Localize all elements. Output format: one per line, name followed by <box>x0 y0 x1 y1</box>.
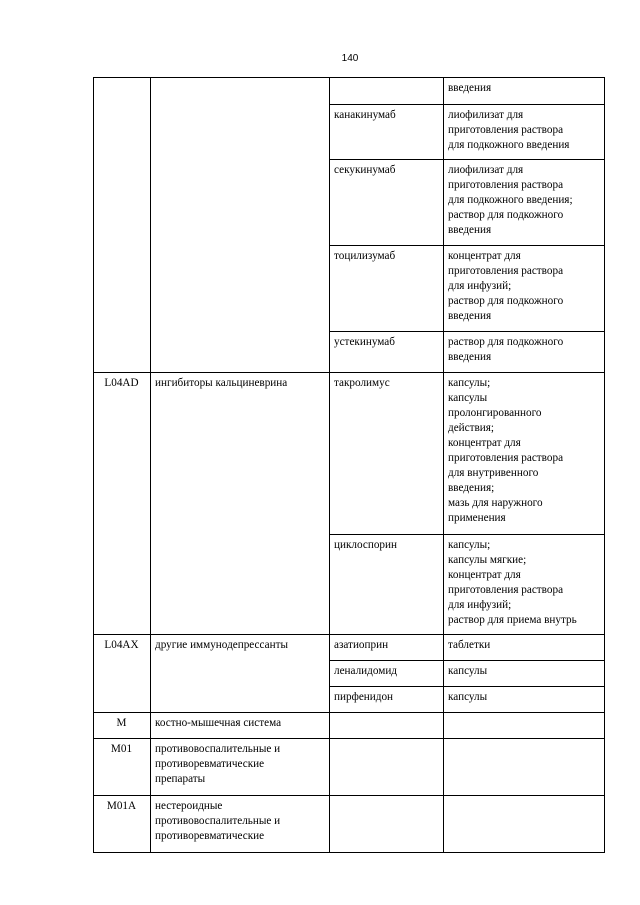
drug-cell <box>330 739 444 796</box>
form-cell <box>444 332 605 373</box>
table-row <box>94 373 605 535</box>
form-line: приготовления раствора <box>448 452 564 464</box>
drug-cell: устекинумаб <box>330 332 444 373</box>
form-line: раствор для подкожного <box>448 209 564 221</box>
form-cell <box>444 739 605 796</box>
form-line: для подкожного введения; <box>448 194 573 206</box>
drug-cell <box>330 796 444 853</box>
drug-cell: канакинумаб <box>330 105 444 160</box>
form-line: мазь для наружного <box>448 497 543 509</box>
group-line: противовоспалительные и <box>155 815 281 827</box>
drug-cell <box>330 78 444 105</box>
form-line: пролонгированного <box>448 407 542 419</box>
form-line: введения <box>448 351 492 363</box>
form-line: раствор для подкожного <box>448 295 564 307</box>
form-line: капсулы; <box>448 377 491 389</box>
group-line: ингибиторы кальциневрина <box>155 377 288 389</box>
form-line: действия; <box>448 422 495 434</box>
code-cell: L04AX <box>94 635 151 713</box>
group-cell <box>151 796 330 853</box>
form-line: лиофилизат для <box>448 109 524 121</box>
table-row <box>94 78 605 105</box>
form-cell <box>444 661 605 687</box>
form-line: приготовления раствора <box>448 124 564 136</box>
form-cell <box>444 246 605 332</box>
table-row <box>94 713 605 739</box>
form-cell <box>444 713 605 739</box>
drug-cell: такролимус <box>330 373 444 535</box>
page-number: 140 <box>341 53 359 64</box>
group-cell <box>151 78 330 373</box>
form-line: концентрат для <box>448 437 521 449</box>
drug-cell: циклоспорин <box>330 535 444 635</box>
form-line: раствор для приема внутрь <box>448 614 577 626</box>
group-line: костно-мышечная система <box>155 717 282 729</box>
group-line: другие иммунодепрессанты <box>155 639 288 651</box>
form-line: для инфузий; <box>448 280 512 292</box>
code-cell <box>94 78 151 373</box>
form-line: приготовления раствора <box>448 179 564 191</box>
form-cell <box>444 160 605 246</box>
form-line: приготовления раствора <box>448 265 564 277</box>
group-cell <box>151 739 330 796</box>
form-line: для инфузий; <box>448 599 512 611</box>
drug-cell: секукинумаб <box>330 160 444 246</box>
table-row <box>94 635 605 661</box>
group-line: препараты <box>155 773 206 785</box>
form-line: введения; <box>448 482 495 494</box>
form-line: приготовления раствора <box>448 584 564 596</box>
form-line: для внутривенного <box>448 467 539 479</box>
form-line: введения <box>448 82 492 94</box>
form-cell <box>444 78 605 105</box>
form-line: таблетки <box>448 639 491 651</box>
form-line: капсулы <box>448 665 488 677</box>
form-line: для подкожного введения <box>448 139 570 151</box>
form-line: лиофилизат для <box>448 164 524 176</box>
form-line: раствор для подкожного <box>448 336 564 348</box>
form-line: концентрат для <box>448 569 521 581</box>
drug-cell: леналидомид <box>330 661 444 687</box>
drug-classification-table <box>93 77 605 853</box>
code-cell: M01A <box>94 796 151 853</box>
group-line: противоревматические <box>155 830 265 842</box>
form-cell <box>444 635 605 661</box>
code-cell: L04AD <box>94 373 151 635</box>
group-cell <box>151 373 330 635</box>
form-cell <box>444 535 605 635</box>
form-line: введения <box>448 224 492 236</box>
form-cell <box>444 373 605 535</box>
table-row <box>94 739 605 796</box>
drug-cell: азатиоприн <box>330 635 444 661</box>
group-cell <box>151 713 330 739</box>
code-cell: M <box>94 713 151 739</box>
table-row <box>94 796 605 853</box>
code-cell: M01 <box>94 739 151 796</box>
drug-cell: тоцилизумаб <box>330 246 444 332</box>
form-line: капсулы; <box>448 539 491 551</box>
form-line: введения <box>448 310 492 322</box>
form-cell <box>444 796 605 853</box>
form-cell <box>444 687 605 713</box>
form-line: применения <box>448 512 506 524</box>
group-line: противоревматические <box>155 758 265 770</box>
group-cell <box>151 635 330 713</box>
form-line: капсулы <box>448 691 488 703</box>
form-line: капсулы <box>448 392 488 404</box>
form-line: концентрат для <box>448 250 521 262</box>
form-line: капсулы мягкие; <box>448 554 527 566</box>
group-line: нестероидные <box>155 800 223 812</box>
drug-cell: пирфенидон <box>330 687 444 713</box>
group-line: противовоспалительные и <box>155 743 281 755</box>
drug-cell <box>330 713 444 739</box>
form-cell <box>444 105 605 160</box>
